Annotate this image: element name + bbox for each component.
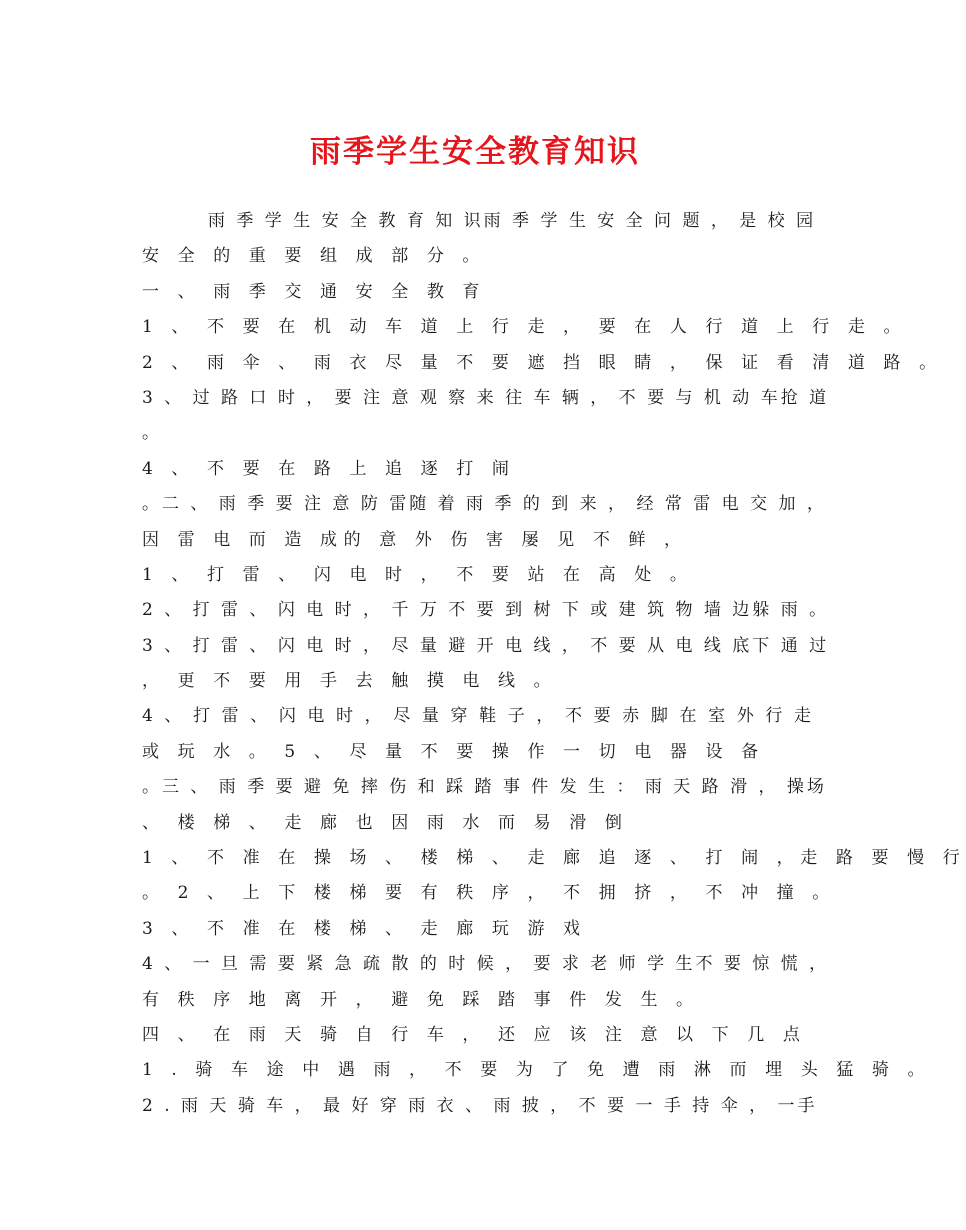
list-item: 4 、 不 要 在 路 上 追 逐 打 闹 xyxy=(142,458,516,479)
paragraph-line: 、 楼 梯 、 走 廊 也 因 雨 水 而 易 滑 倒 xyxy=(142,812,629,833)
document-title: 雨季学生安全教育知识 xyxy=(310,134,640,170)
section-heading: 。二 、 雨 季 要 注 意 防 雷随 着 雨 季 的 到 来 ， 经 常 雷 电 交 加 ， xyxy=(142,494,827,515)
list-item: 2 、 雨 伞 、 雨 衣 尽 量 不 要 遮 挡 眼 睛 ， 保 证 看 清 道 路 。 xyxy=(142,352,943,373)
list-item: 1 、 不 准 在 操 场 、 楼 梯 、 走 廊 追 逐 、 打 闹 ，走 路 要 慢 行 xyxy=(142,848,966,869)
section-heading: 。三 、 雨 季 要 避 免 摔 伤 和 踩 踏 事 件 发 生 ： 雨 天 路 滑 ， 操场 xyxy=(142,777,827,798)
list-item: 3 、 不 准 在 楼 梯 、 走 廊 玩 游 戏 xyxy=(142,918,587,939)
paragraph-line: 雨 季 学 生 安 全 教 育 知 识雨 季 学 生 安 全 问 题 ， 是 校 园 xyxy=(208,211,817,231)
list-item: 3 、 过 路 口 时 ， 要 注 意 观 察 来 往 车 辆 ， 不 要 与 机 动 车抢 道 xyxy=(142,387,830,408)
paragraph-line: 。 xyxy=(142,423,166,444)
list-item: 4 、 打 雷 、 闪 电 时 ， 尽 量 穿 鞋 子 ， 不 要 赤 脚 在 室 外 行 走 xyxy=(142,706,814,727)
paragraph-line: 安 全 的 重 要 组 成 部 分 。 xyxy=(142,246,487,267)
list-item: 3 、 打 雷 、 闪 电 时 ， 尽 量 避 开 电 线 ， 不 要 从 电 线 底下 通 过 xyxy=(142,635,830,656)
paragraph-line: 有 秩 序 地 离 开 ， 避 免 踩 踏 事 件 发 生 。 xyxy=(142,989,700,1010)
list-item: 。 2 、 上 下 楼 梯 要 有 秩 序 ， 不 拥 挤 ， 不 冲 撞 。 xyxy=(142,883,836,904)
list-item: 1 、 打 雷 、 闪 电 时 ， 不 要 站 在 高 处 。 xyxy=(142,564,694,585)
document-body xyxy=(142,204,966,1124)
list-item: 1 、 不 要 在 机 动 车 道 上 行 走 ， 要 在 人 行 道 上 行 走 。 xyxy=(142,317,908,338)
section-heading: 四 、 在 雨 天 骑 自 行 车 ， 还 应 该 注 意 以 下 几 点 xyxy=(142,1024,807,1045)
paragraph-line: ， 更 不 要 用 手 去 触 摸 电 线 。 xyxy=(142,671,558,692)
paragraph-line: 或 玩 水 。 5 、 尽 量 不 要 操 作 一 切 电 器 设 备 xyxy=(142,741,765,762)
paragraph-line: 因 雷 电 而 造 成的 意 外 伤 害 屡 见 不 鲜 ， xyxy=(142,529,688,550)
list-item: 2 、 打 雷 、 闪 电 时 ， 千 万 不 要 到 树 下 或 建 筑 物 墙 边躲 雨 。 xyxy=(142,600,830,621)
list-item: 4 、 一 旦 需 要 紧 急 疏 散 的 时 候 ， 要 求 老 师 学 生不 要 惊 慌 ， xyxy=(142,954,830,975)
list-item: 2 . 雨 天 骑 车 ， 最 好 穿 雨 衣 、 雨 披 ， 不 要 一 手 持 伞 ， 一手 xyxy=(142,1095,818,1116)
section-heading: 一 、 雨 季 交 通 安 全 教 育 xyxy=(142,281,487,302)
list-item: 1 . 骑 车 途 中 遇 雨 ， 不 要 为 了 免 遭 雨 淋 而 埋 头 猛 骑 。 xyxy=(142,1060,932,1081)
